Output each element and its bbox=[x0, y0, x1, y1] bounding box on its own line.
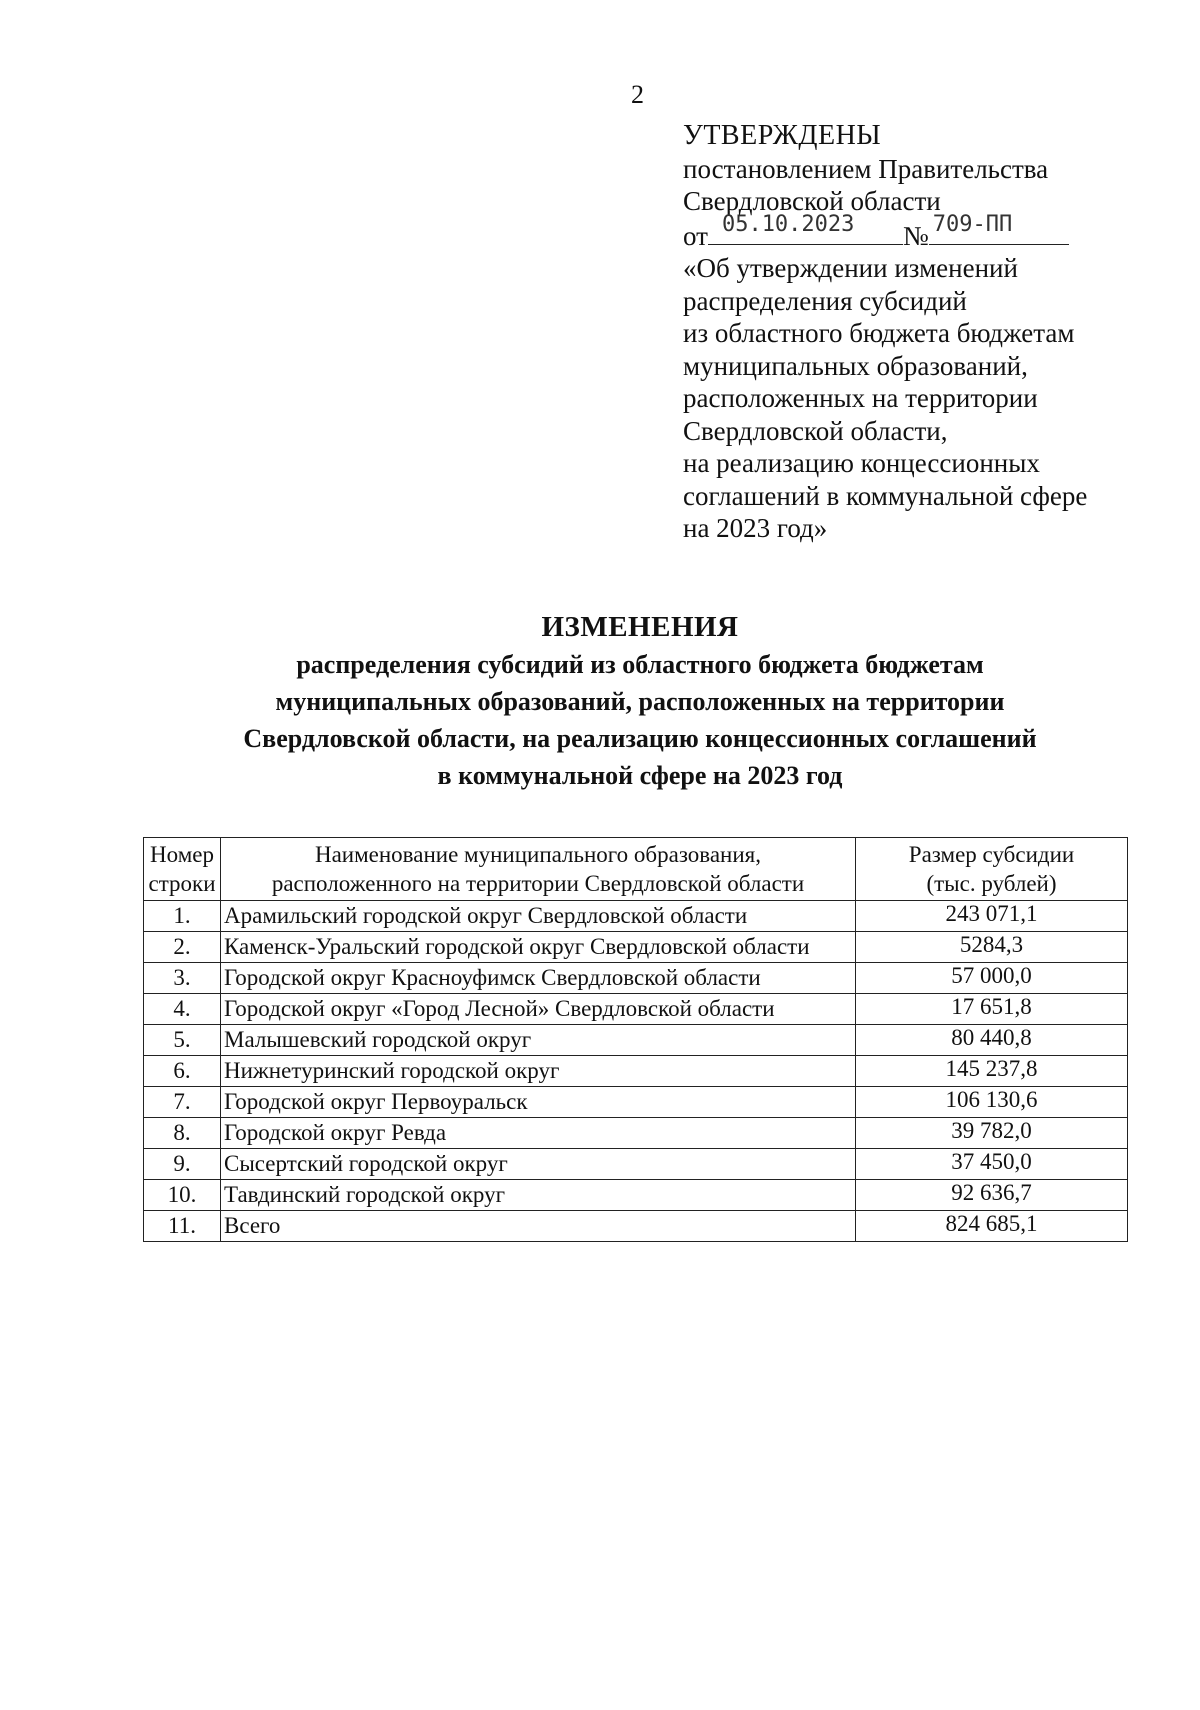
row-number: 2. bbox=[144, 932, 221, 963]
table-row bbox=[144, 901, 1128, 932]
row-number: 6. bbox=[144, 1056, 221, 1087]
table-row bbox=[144, 1025, 1128, 1056]
number-value: 709-ПП bbox=[932, 212, 1013, 237]
header-row-number: Номер строки bbox=[144, 838, 221, 901]
subsidies-table bbox=[143, 837, 1128, 1242]
decree-title-line: распределения субсидий bbox=[683, 285, 967, 316]
row-number: 4. bbox=[144, 994, 221, 1025]
subsidy-amount: 92 636,7 bbox=[856, 1180, 1128, 1211]
municipality-name: Арамильский городской округ Свердловской области bbox=[221, 901, 856, 932]
row-number: 7. bbox=[144, 1087, 221, 1118]
date-prefix: от bbox=[683, 220, 708, 251]
decree-title-line: «Об утверждении изменений bbox=[683, 253, 1018, 283]
title-heading: ИЗМЕНЕНИЯ bbox=[541, 611, 739, 643]
table-row bbox=[144, 1180, 1128, 1211]
decree-title-line: Свердловской области, bbox=[683, 415, 948, 446]
subsidy-amount: 243 071,1 bbox=[856, 901, 1128, 932]
row-number: 5. bbox=[144, 1025, 221, 1056]
row-number: 10. bbox=[144, 1180, 221, 1211]
subsidy-amount: 17 651,8 bbox=[856, 994, 1128, 1025]
page-number: 2 bbox=[631, 80, 644, 109]
approval-line-1: постановлением Правительства bbox=[683, 153, 1049, 184]
number-prefix: № bbox=[902, 220, 929, 251]
municipality-name: Малышевский городской округ bbox=[221, 1025, 856, 1056]
subsidy-amount: 57 000,0 bbox=[856, 963, 1128, 994]
subsidy-amount: 106 130,6 bbox=[856, 1087, 1128, 1118]
title-line: в коммунальной сфере на 2023 год bbox=[437, 761, 843, 790]
document-title bbox=[130, 608, 1150, 794]
table-header-row bbox=[144, 838, 1128, 901]
title-line: Свердловской области, на реализацию концессионных соглашений bbox=[243, 724, 1037, 753]
subsidy-amount: 5284,3 bbox=[856, 932, 1128, 963]
row-number: 8. bbox=[144, 1118, 221, 1149]
date-value: 05.10.2023 bbox=[721, 212, 855, 237]
decree-title-line: из областного бюджета бюджетам bbox=[683, 318, 1075, 348]
table-row bbox=[144, 963, 1128, 994]
table-row bbox=[144, 1149, 1128, 1180]
table-row bbox=[144, 1087, 1128, 1118]
table-row bbox=[144, 1056, 1128, 1087]
number-field bbox=[929, 212, 1069, 245]
decree-title-line: расположенных на территории bbox=[683, 383, 1038, 413]
decree-title-line: муниципальных образований, bbox=[683, 350, 1028, 381]
municipality-name: Нижнетуринский городской округ bbox=[221, 1056, 856, 1087]
row-number: 1. bbox=[144, 901, 221, 932]
date-number-line bbox=[683, 212, 1123, 253]
title-line: распределения субсидий из областного бюджета бюджетам bbox=[296, 650, 984, 679]
decree-title-line: соглашений в коммунальной сфере bbox=[683, 480, 1088, 511]
date-field bbox=[708, 212, 903, 245]
table-row bbox=[144, 994, 1128, 1025]
approval-block bbox=[683, 120, 1123, 545]
subsidy-amount: 145 237,8 bbox=[856, 1056, 1128, 1087]
table-row-total bbox=[144, 1211, 1128, 1242]
subsidy-amount: 824 685,1 bbox=[856, 1211, 1128, 1242]
title-line: муниципальных образований, расположенных на территории bbox=[275, 687, 1005, 716]
municipality-name: Городской округ Первоуральск bbox=[221, 1087, 856, 1118]
approved-heading: УТВЕРЖДЕНЫ bbox=[683, 120, 882, 151]
header-municipality-name: Наименование муниципального образования, расположенного на территории Свердловской области bbox=[221, 838, 856, 901]
municipality-name: Всего bbox=[221, 1211, 856, 1242]
row-number: 9. bbox=[144, 1149, 221, 1180]
municipality-name: Городской округ Ревда bbox=[221, 1118, 856, 1149]
decree-title-line: на 2023 год» bbox=[683, 513, 828, 543]
subsidy-amount: 37 450,0 bbox=[856, 1149, 1128, 1180]
municipality-name: Каменск-Уральский городской округ Свердловской области bbox=[221, 932, 856, 963]
row-number: 11. bbox=[144, 1211, 221, 1242]
table-row bbox=[144, 932, 1128, 963]
row-number: 3. bbox=[144, 963, 221, 994]
municipality-name: Тавдинский городской округ bbox=[221, 1180, 856, 1211]
table-row bbox=[144, 1118, 1128, 1149]
decree-title-line: на реализацию концессионных bbox=[683, 448, 1040, 478]
municipality-name: Городской округ Красноуфимск Свердловской области bbox=[221, 963, 856, 994]
subsidy-amount: 80 440,8 bbox=[856, 1025, 1128, 1056]
subsidy-amount: 39 782,0 bbox=[856, 1118, 1128, 1149]
approval-line-2: Свердловской области bbox=[683, 186, 941, 216]
municipality-name: Городской округ «Город Лесной» Свердловской области bbox=[221, 994, 856, 1025]
municipality-name: Сысертский городской округ bbox=[221, 1149, 856, 1180]
header-subsidy-amount: Размер субсидии (тыс. рублей) bbox=[856, 838, 1128, 901]
